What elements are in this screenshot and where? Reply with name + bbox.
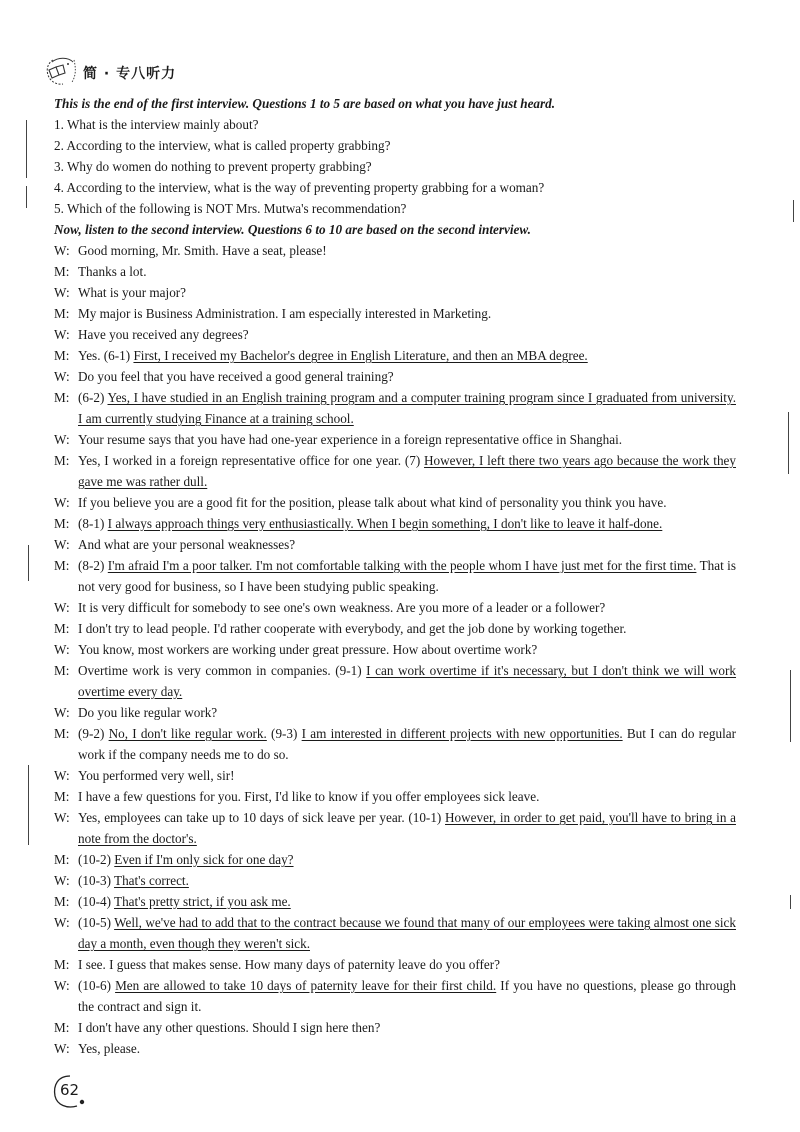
underlined-answer-text: Well, we've had to add that to the contract because we found that many of our employees were taking almost one sick day a month, even though they weren't sick.	[78, 915, 737, 951]
speaker-label: W:	[54, 1041, 70, 1056]
dialogue-line	[54, 702, 736, 723]
speaker-label: M:	[54, 852, 70, 867]
dialogue-segment: Have you received any degrees?	[78, 327, 249, 342]
speaker-label: M:	[54, 453, 70, 468]
dialogue-line	[54, 261, 736, 282]
dialogue-line	[54, 534, 736, 555]
speaker-label: W:	[54, 243, 70, 258]
underlined-answer-text: I always approach things very enthusiastically. When I begin something, I don't like to leave it half-done.	[107, 516, 663, 531]
dialogue-line	[54, 618, 736, 639]
dialogue-line	[54, 1017, 736, 1038]
dialogue-text	[78, 912, 736, 954]
dialogue-line	[54, 366, 736, 387]
dialogue-text	[78, 807, 736, 849]
dialogue-line	[54, 387, 736, 429]
speaker-label: W:	[54, 768, 70, 783]
question-item: 5. Which of the following is NOT Mrs. Mutwa's recommendation?	[54, 201, 407, 216]
dialogue-line	[54, 849, 736, 870]
underlined-answer-text: I am interested in different projects with new opportunities.	[301, 726, 623, 741]
underlined-answer-text: That's pretty strict, if you ask me.	[114, 894, 291, 909]
underlined-answer-text: Yes, I have studied in an English training program and a computer training program since I graduated from university. I am currently studying Finance at a training school.	[78, 390, 736, 426]
dialogue-segment: And what are your personal weaknesses?	[78, 537, 296, 552]
dialogue-segment: You performed very well, sir!	[78, 768, 235, 783]
page-number-badge	[50, 1072, 90, 1112]
dialogue-segment: Yes, I worked in a foreign representative office for one year. (7)	[78, 453, 425, 468]
dialogue-line	[54, 765, 736, 786]
dialogue-text	[78, 891, 736, 912]
speaker-label: M:	[54, 390, 70, 405]
dialogue-line	[54, 240, 736, 261]
question-item: 2. According to the interview, what is called property grabbing?	[54, 138, 391, 153]
dialogue-line	[54, 660, 736, 702]
dialogue-segment: I see. I guess that makes sense. How many days of paternity leave do you offer?	[78, 957, 500, 972]
dialogue-text	[78, 534, 736, 555]
dialogue-segment: (8-1)	[78, 516, 108, 531]
speaker-label: M:	[54, 663, 70, 678]
speaker-label: W:	[54, 600, 70, 615]
question-item: 4. According to the interview, what is the way of preventing property grabbing for a woman?	[54, 180, 545, 195]
underlined-answer-text: Men are allowed to take 10 days of paternity leave for their first child.	[115, 978, 497, 993]
speaker-label: W:	[54, 810, 70, 825]
speaker-label: M:	[54, 726, 70, 741]
underlined-answer-text: First, I received my Bachelor's degree in English Literature, and then an MBA degree.	[133, 348, 588, 363]
dialogue-line	[54, 429, 736, 450]
dialogue-segment: Thanks a lot.	[78, 264, 147, 279]
dialogue-text	[78, 870, 736, 891]
dialogue-segment: I don't have any other questions. Should I sign here then?	[78, 1020, 381, 1035]
dialogue-segment: (10-6)	[78, 978, 116, 993]
margin-mark	[26, 120, 27, 178]
dialogue-segment: (10-2)	[78, 852, 115, 867]
dialogue-segment: That is not very good for business, so I have been studying public speaking.	[78, 558, 736, 594]
dialogue-segment: What is your major?	[78, 285, 187, 300]
dialogue-text	[78, 366, 736, 387]
dialogue-text	[78, 492, 736, 513]
underlined-answer-text: However, I left there two years ago because the work they gave me was rather dull.	[78, 453, 736, 489]
underlined-answer-text: I'm afraid I'm a poor talker. I'm not comfortable talking with the people whom I have just met for the first time.	[107, 558, 697, 573]
dialogue-text	[78, 261, 736, 282]
dialogue-text	[78, 849, 736, 870]
dialogue-text	[78, 345, 736, 366]
dialogue-line	[54, 597, 736, 618]
section1-instruction: This is the end of the first interview. Questions 1 to 5 are based on what you have just heard.	[54, 96, 556, 111]
dialogue-segment: Good morning, Mr. Smith. Have a seat, please!	[78, 243, 327, 258]
dialogue-line	[54, 303, 736, 324]
dialogue-text	[78, 555, 736, 597]
speaker-label: M:	[54, 957, 70, 972]
dialogue-segment: (9-3)	[266, 726, 302, 741]
section2-instruction: Now, listen to the second interview. Questions 6 to 10 are based on the second interview.	[54, 222, 531, 237]
dialogue-line	[54, 954, 736, 975]
speaker-label: W:	[54, 915, 70, 930]
dialogue-text	[78, 975, 736, 1017]
page-number: 62	[60, 1081, 80, 1099]
margin-mark	[790, 895, 791, 909]
speaker-label: M:	[54, 789, 70, 804]
margin-mark	[26, 186, 27, 208]
dialogue-line	[54, 912, 736, 954]
header-title: 简 · 专八听力	[83, 66, 177, 82]
dialogue-segment: (6-2)	[78, 390, 108, 405]
margin-mark	[790, 670, 791, 742]
dialogue-line	[54, 891, 736, 912]
main-content	[54, 93, 736, 1059]
dialogue-text	[78, 429, 736, 450]
dialogue-segment: (10-5)	[78, 915, 115, 930]
dialogue-text	[78, 702, 736, 723]
dialogue-segment: I have a few questions for you. First, I'd like to know if you offer employees sick leave.	[78, 789, 540, 804]
margin-mark	[28, 765, 29, 845]
dialogue-line	[54, 639, 736, 660]
question-item: 1. What is the interview mainly about?	[54, 117, 259, 132]
dialogue-segment: It is very difficult for somebody to see one's own weakness. Are you more of a leader or a follower?	[78, 600, 606, 615]
speaker-label: W:	[54, 432, 70, 447]
underlined-answer-text: Even if I'm only sick for one day?	[114, 852, 294, 867]
dialogue-text	[78, 513, 736, 534]
dialogue-line	[54, 555, 736, 597]
dialogue-text	[78, 1038, 736, 1059]
dialogue-text	[78, 954, 736, 975]
dialogue-line	[54, 870, 736, 891]
underlined-answer-text: I can work overtime if it's necessary, but I don't think we will work overtime every day.	[78, 663, 737, 699]
margin-mark	[28, 545, 29, 581]
dialogue-line	[54, 807, 736, 849]
dialogue-segment: Yes, employees can take up to 10 days of sick leave per year. (10-1)	[78, 810, 446, 825]
speaker-label: W:	[54, 327, 70, 342]
dialogue-segment: Yes, please.	[78, 1041, 141, 1056]
speaker-label: M:	[54, 516, 70, 531]
underlined-answer-text: However, in order to get paid, you'll have to bring in a note from the doctor's.	[78, 810, 736, 846]
dialogue-line	[54, 345, 736, 366]
underlined-answer-text: That's correct.	[114, 873, 189, 888]
speaker-label: W:	[54, 642, 70, 657]
decorative-book-logo-icon	[44, 56, 78, 88]
dialogue-line	[54, 324, 736, 345]
dialogue-text	[78, 450, 736, 492]
dialogue-text	[78, 240, 736, 261]
dialogue-text	[78, 324, 736, 345]
dialogue-line	[54, 450, 736, 492]
speaker-label: M:	[54, 306, 70, 321]
dialogue-line	[54, 492, 736, 513]
dialogue-segment: If you have no questions, please go through the contract and sign it.	[78, 978, 736, 1014]
dialogue-segment: (9-2)	[78, 726, 109, 741]
dialogue-line	[54, 786, 736, 807]
speaker-label: W:	[54, 285, 70, 300]
dialogue-segment: If you believe you are a good fit for the position, please talk about what kind of personality you think you have.	[78, 495, 667, 510]
speaker-label: W:	[54, 537, 70, 552]
dialogue-segment: Your resume says that you have had one-year experience in a foreign representative office in Shanghai.	[78, 432, 623, 447]
speaker-label: W:	[54, 978, 70, 993]
speaker-label: W:	[54, 495, 70, 510]
dialogue-segment: (10-4)	[78, 894, 115, 909]
dialogue-line	[54, 1038, 736, 1059]
dialogue-text	[78, 786, 736, 807]
dialogue-text	[78, 765, 736, 786]
dialogue-segment: Do you feel that you have received a good general training?	[78, 369, 394, 384]
speaker-label: M:	[54, 264, 70, 279]
speaker-label: M:	[54, 894, 70, 909]
dialogue-transcript	[54, 240, 736, 1059]
dialogue-segment: My major is Business Administration. I am especially interested in Marketing.	[78, 306, 492, 321]
speaker-label: W:	[54, 705, 70, 720]
underlined-answer-text: No, I don't like regular work.	[108, 726, 267, 741]
dialogue-segment: You know, most workers are working under great pressure. How about overtime work?	[78, 642, 538, 657]
dialogue-text	[78, 597, 736, 618]
dialogue-text	[78, 303, 736, 324]
dialogue-text	[78, 618, 736, 639]
dialogue-segment: Yes. (6-1)	[78, 348, 134, 363]
dialogue-segment: (10-3)	[78, 873, 115, 888]
dialogue-segment: I don't try to lead people. I'd rather cooperate with everybody, and get the job done by working together.	[78, 621, 627, 636]
dialogue-text	[78, 639, 736, 660]
dialogue-text	[78, 1017, 736, 1038]
dialogue-text	[78, 282, 736, 303]
dialogue-text	[78, 723, 736, 765]
speaker-label: M:	[54, 558, 70, 573]
dialogue-segment: Overtime work is very common in companies. (9-1)	[78, 663, 367, 678]
dialogue-line	[54, 282, 736, 303]
dialogue-segment: (8-2)	[78, 558, 108, 573]
dialogue-line	[54, 513, 736, 534]
dialogue-line	[54, 975, 736, 1017]
dialogue-segment: But I can do regular work if the company needs me to do so.	[78, 726, 736, 762]
question-item: 3. Why do women do nothing to prevent property grabbing?	[54, 159, 372, 174]
dialogue-text	[78, 660, 736, 702]
margin-mark	[788, 412, 789, 474]
margin-mark	[793, 200, 794, 222]
dialogue-text	[78, 387, 736, 429]
speaker-label: M:	[54, 621, 70, 636]
dialogue-segment: Do you like regular work?	[78, 705, 218, 720]
speaker-label: W:	[54, 873, 70, 888]
speaker-label: M:	[54, 1020, 70, 1035]
dialogue-line	[54, 723, 736, 765]
question-list	[54, 114, 736, 219]
speaker-label: M:	[54, 348, 70, 363]
speaker-label: W:	[54, 369, 70, 384]
page-header	[44, 56, 244, 90]
